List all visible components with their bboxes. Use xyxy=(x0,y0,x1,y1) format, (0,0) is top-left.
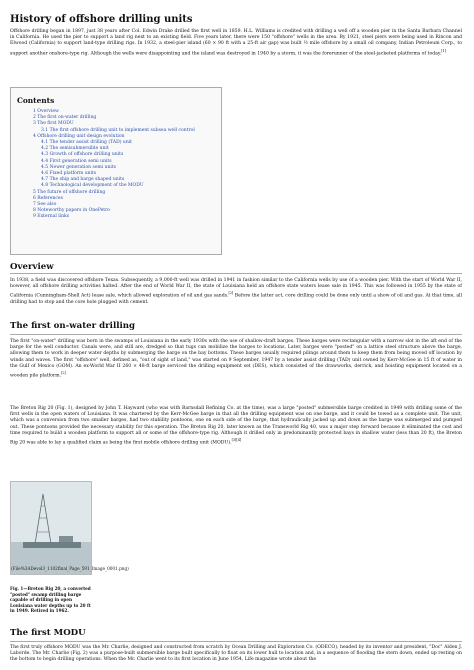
toc-link[interactable]: 4.5 Newer generation semi units xyxy=(41,164,116,170)
table-of-contents xyxy=(10,87,222,255)
onwater-paragraph-2: The Breton Rig 20 (Fig. 1), designed by John T. Hayward (who was with Barnsdall Refining Co. at the time), was a large "posted" submersible barge credited in 1949 with drilling some of the first wells in the open waters of Louisiana. It was chartered by the Kerr-McGee barge in that all the drilling equipment was on one barge, and it could be towed as a complete unit. The unit, which was a conversion from two smaller barges, had two stability pontoons, one on each side of the barge, that hydraulically jacked up and down as the barge was submerged and pumped out. These pontoons provided the necessary stability for this operation. The Breton Rig 20, later known as the Transworld Rig 40, was a major step forward because it eliminated the cost and time required to build a wooden platform to support all or some of the offshore-type rig. Although it drilled only in predominantly protected bays in shallow water (less than 20 ft), the Breton Rig 20 was able to lay a qualified claim as being the first mobile offshore drilling unit (MODU).[3][4] xyxy=(10,406,462,446)
reference-link[interactable]: [2] xyxy=(61,371,66,376)
figure-file-path[interactable]: (File%3ADevol3_1102final_Page_591_Image_0001.png) xyxy=(11,566,129,571)
toc-link[interactable]: 5 The future of offshore drilling xyxy=(33,189,106,195)
toc-item[interactable] xyxy=(17,214,215,220)
toc-link[interactable]: 4.2 The semisubmersible unit xyxy=(41,146,109,152)
figure-image xyxy=(10,481,92,575)
toc-link[interactable]: 4 Offshore drilling unit design evolution xyxy=(33,133,125,139)
onwater-heading: The first on-water drilling xyxy=(10,321,135,331)
overview-paragraph: In 1938, a field was discovered offshore Texas. Subsequently, a 9,000-ft well was drilled in 1941 in fashion similar to the California wells by use of a wooden pier. With the start of World War II, however, all offshore drilling activities halted. After the end of World War II, the state of Louisiana held an offshore state waters lease sale in 1945. This was followed in 1955 by the state of California (Cunningham-Shell Act) lease sale, which allowed exploration of oil and gas sands.[2] Before the latter act, core drilling could be done only until a show of oil and gas. At that time, all drilling had to stop and the core hole plugged with cement. xyxy=(10,278,462,306)
toc-link[interactable]: 4.3 Growth of offshore drilling units xyxy=(41,152,124,158)
toc-link[interactable]: 2 The first on-water drilling xyxy=(33,115,97,121)
heading-rule xyxy=(10,334,462,335)
modu-heading: The first MODU xyxy=(10,628,86,638)
toc-link[interactable]: 8 Noteworthy papers in OnePetro xyxy=(33,208,110,214)
reference-link[interactable]: [3][4] xyxy=(231,438,242,443)
toc-link[interactable]: 4.4 First generation semi units xyxy=(41,158,112,164)
toc-link[interactable]: 6 References xyxy=(33,195,63,201)
onwater-paragraph-1: The first "on-water" drilling was born in the swamps of Louisiana in the early 1930s with the use of shallow-draft barges. These barges were rectangular with a narrow slot in the aft end of the barge for the well conductor. Canals were, and still are, dredged so that tugs can mobilize the barges to locations. Later, barges were "posted" on a lattice steel structure above the barge, allowing them to work in deeper water depths by submerging the barge on the bay bottoms. These barges usually required pilings around them to keep them from being moved off location by winds and waves. The first "offshore" well, defined as, "out of sight of land," was started on 9 September, 1947 by a tender assist drilling (TAD) unit owned by Kerr-McGee in 15 ft of water in the Gulf of Mexico (GOM). An ex-World War II 260 × 48-ft barge serviced the drilling equipment set (DES), which consisted of the drawworks, derrick, and hoisting equipment located on a wooden pile platform.[2] xyxy=(10,339,462,379)
toc-list xyxy=(17,109,215,221)
modu-paragraph: The first truly offshore MODU was the Mr. Charlie, designed and constructed from scratch by Ocean Drilling and Exploration Co. (ODECO), headed by its inventor and president, "Doc" Alden J. Laborde. The Mr. Charlie (Fig. 2) was a purpose-built submersible barge built specifically to float on its lower hull to location and, in a sequence of flooding the stern down, ended up resting on the bottom to begin drilling operations. When the Mr. Charlie went to its first location in June 1954, Life magazine wrote about the xyxy=(10,645,462,663)
toc-link[interactable]: 3 The first MODU xyxy=(33,121,74,127)
toc-link[interactable]: 4.8 Technological development of the MODU xyxy=(41,183,144,189)
toc-link[interactable]: 4.7 The ship and barge shaped units xyxy=(41,177,125,183)
reference-link[interactable]: [1] xyxy=(441,48,447,53)
toc-link[interactable]: 1 Overview xyxy=(33,109,59,114)
reference-link[interactable]: [2] xyxy=(228,291,234,296)
toc-link[interactable]: 9 External links xyxy=(33,214,70,220)
toc-title: Contents xyxy=(17,96,55,105)
heading-rule xyxy=(10,641,462,642)
toc-link[interactable]: 4.6 Fixed platform units xyxy=(41,171,97,177)
toc-link[interactable]: 4.1 The tender assist drilling (TAD) unit xyxy=(41,140,132,146)
figure-caption: Fig. 1—Breton Rig 20, a converted "posted" swamp drilling barge capable of drilling in open Louisiana water depths up to 20 ft in 1949. Retired in 1962. xyxy=(10,586,91,614)
page-title: History of offshore drilling units xyxy=(10,14,193,25)
heading-rule xyxy=(10,273,462,274)
overview-heading: Overview xyxy=(10,262,54,272)
drilling-rig-photo-icon xyxy=(11,482,91,574)
toc-link[interactable]: 3.1 The first offshore drilling unit to implement subsea well control xyxy=(41,127,195,133)
intro-paragraph: Offshore drilling began in 1897, just 38 years after Col. Edwin Drake drilled the first well in 1859. H.L. Williams is credited with drilling a well off a wooden pier in the Santa Barbara Channel in California. He used the pier to support a land rig next to an existing field. Five years later, there were 150 "offshore" wells in the area. By 1921, steel piers were being used in Rincon and Elwood (California) to support land-type drilling rigs. In 1932, a steel-pier island (60 × 90 ft with a 25-ft air gap) was built ½ mile offshore by a small oil company, Indian Petroleum Corp., to support another onshore-type rig. Although the wells were disappointing and the island was destroyed in 1940 by a storm, it was the forerunner of the steel-jacketed platforms of today.[1] xyxy=(10,29,462,57)
toc-link[interactable]: 7 See also xyxy=(33,202,57,208)
